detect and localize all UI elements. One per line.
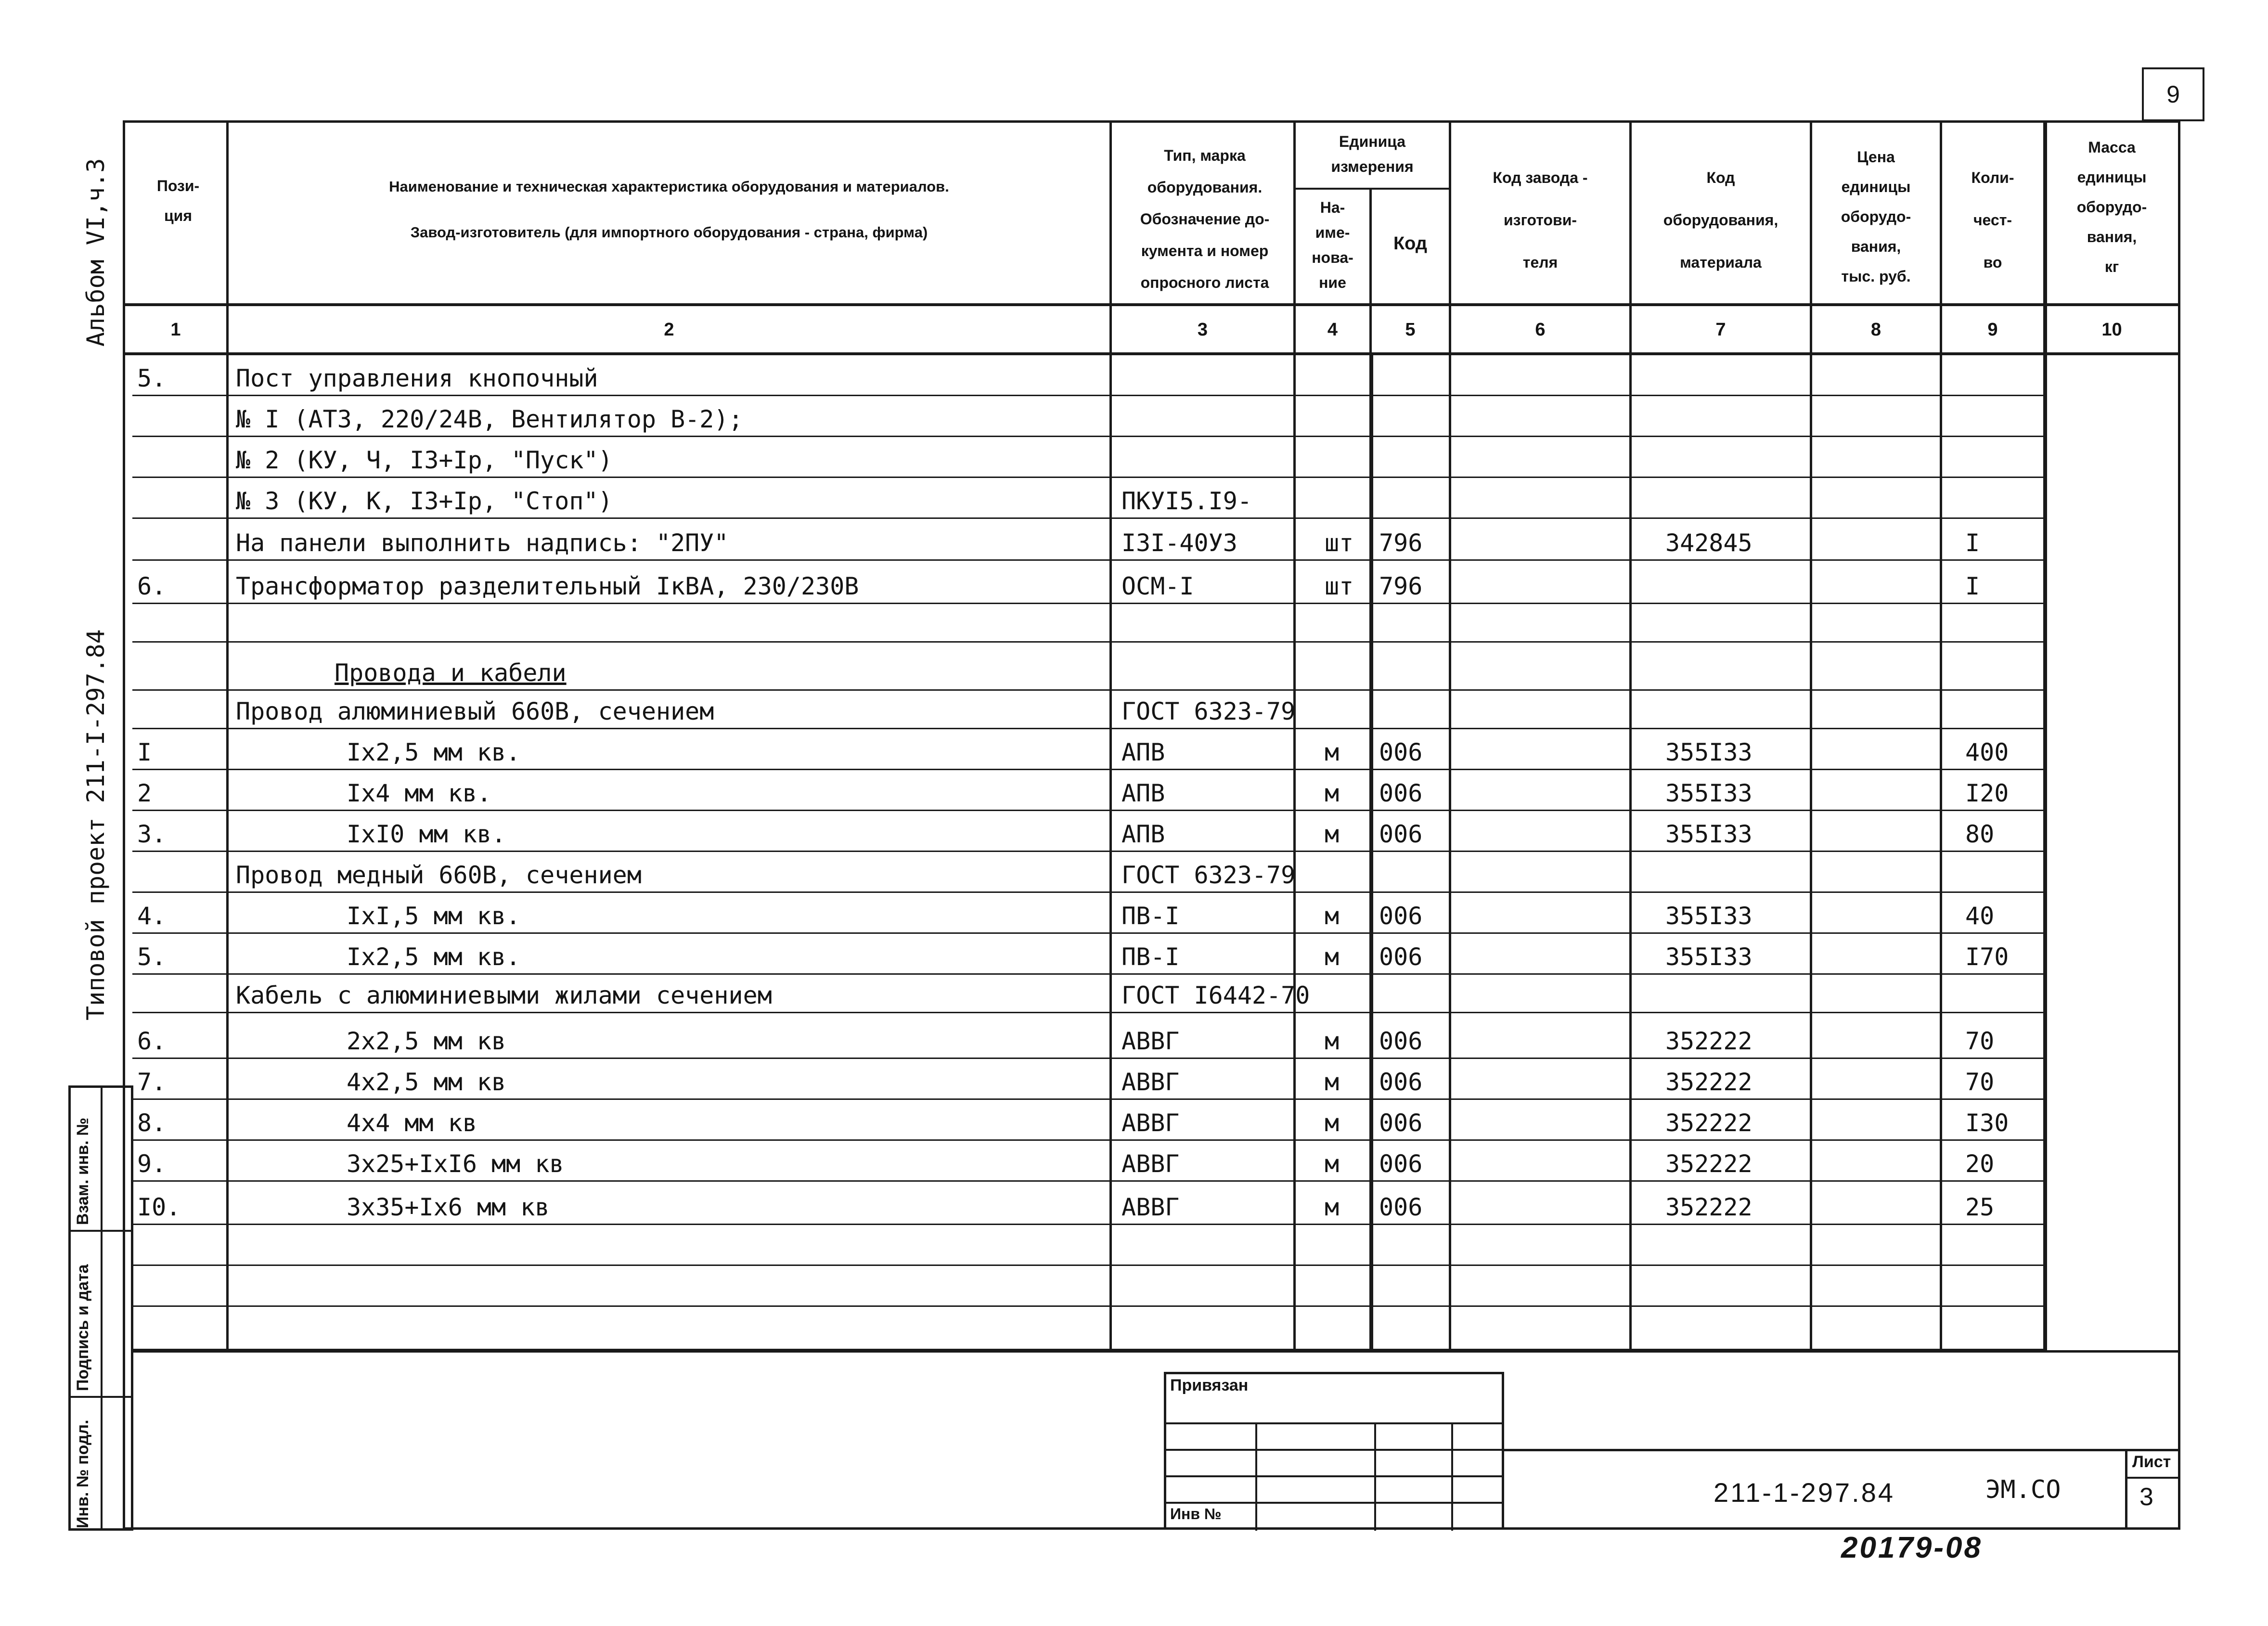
- table-row: [0, 1266, 2268, 1307]
- row-unit-code: 006: [1379, 1150, 1423, 1178]
- header-unit-code: Код: [1393, 233, 1428, 254]
- row-type: I3I-40У3: [1121, 529, 1237, 557]
- header-name: [231, 164, 1107, 255]
- table-row: [0, 604, 2268, 643]
- row-type: ПКУI5.I9-: [1121, 487, 1252, 515]
- row-type: АПВ: [1121, 779, 1165, 807]
- header-unit-l1: Единица: [1339, 133, 1406, 150]
- row-unit-code: 006: [1379, 779, 1423, 807]
- row-equip-code: 355I33: [1665, 943, 1753, 971]
- archive-number: 20179-08: [1841, 1531, 1983, 1564]
- row-type: АВВГ: [1121, 1193, 1180, 1221]
- table-row: [0, 1013, 2268, 1059]
- header-mass-l5: кг: [2104, 258, 2119, 275]
- table-row: [0, 561, 2268, 604]
- privyazan-box: [1164, 1372, 1504, 1530]
- project-label: Типовой проект 211-I-297.84: [82, 629, 110, 1020]
- header-unit-name: [1296, 195, 1369, 295]
- row-name: Кабель с алюминиевыми жилами сечением: [236, 981, 772, 1009]
- row-unit-code: 006: [1379, 738, 1423, 766]
- header-qty: [1942, 156, 2043, 284]
- header-mass: [2046, 132, 2178, 282]
- row-type: ПВ-I: [1121, 902, 1180, 930]
- row-unit: м: [1325, 738, 1340, 766]
- table-row: [0, 1307, 2268, 1350]
- row-quantity: 80: [1965, 820, 1995, 848]
- row-quantity: 25: [1965, 1193, 1995, 1221]
- row-position: I: [137, 738, 152, 766]
- row-name: 3х25+IхI6 мм кв: [347, 1150, 564, 1178]
- row-type: АВВГ: [1121, 1150, 1180, 1178]
- colnum-10: 10: [2101, 320, 2122, 340]
- table-row: [0, 355, 2268, 396]
- row-name: 4х2,5 мм кв: [347, 1068, 506, 1096]
- row-position: 5.: [137, 943, 167, 971]
- header-price-l4: вания,: [1851, 238, 1901, 255]
- row-quantity: I30: [1965, 1109, 2009, 1137]
- row-unit-code: 006: [1379, 1193, 1423, 1221]
- header-type-l1: Тип, марка: [1164, 147, 1246, 164]
- row-unit: м: [1325, 1109, 1340, 1137]
- row-type: АПВ: [1121, 820, 1165, 848]
- row-unit: м: [1325, 943, 1340, 971]
- row-name: № 2 (КУ, Ч, I3+Iр, "Пуск"): [236, 446, 613, 474]
- row-name: Iх4 мм кв.: [347, 779, 492, 807]
- row-position: 8.: [137, 1109, 167, 1137]
- colnum-2: 2: [664, 320, 674, 340]
- header-mass-l2: единицы: [2077, 168, 2147, 186]
- header-type-l5: опросного листа: [1140, 274, 1269, 291]
- table-row: [0, 729, 2268, 770]
- header-name-l2: Завод-изготовитель (для импортного оборудования - страна, фирма): [410, 224, 928, 241]
- header-equip-l3: материала: [1680, 254, 1762, 271]
- header-factory-code: [1451, 156, 1629, 284]
- row-name: № 3 (КУ, К, I3+Iр, "Стоп"): [236, 487, 613, 515]
- row-type: ГОСТ I6442-70: [1121, 981, 1310, 1009]
- header-type-l4: кумента и номер: [1141, 242, 1269, 259]
- row-unit: м: [1325, 1193, 1340, 1221]
- header-mass-l4: вания,: [2087, 228, 2137, 245]
- sheet-number-box: [2142, 67, 2204, 121]
- table-row: [0, 934, 2268, 975]
- header-qty-l3: во: [1983, 254, 2002, 271]
- header-unit-group: [1296, 129, 1449, 179]
- colnum-7: 7: [1715, 320, 1726, 340]
- album-label: Альбом VI,ч.3: [82, 158, 110, 347]
- header-price: [1812, 142, 1940, 291]
- header-unit-name-l2: име-: [1315, 224, 1350, 241]
- row-name: 3х35+Iх6 мм кв: [347, 1193, 550, 1221]
- row-position: 3.: [137, 820, 167, 848]
- table-row: [0, 852, 2268, 893]
- table-row: [0, 643, 2268, 691]
- row-quantity: I: [1965, 529, 1980, 557]
- row-name: Провод алюминиевый 660В, сечением: [236, 697, 714, 725]
- row-position: 2: [137, 779, 152, 807]
- table-row: [0, 770, 2268, 811]
- row-type: АВВГ: [1121, 1027, 1180, 1055]
- row-position: 5.: [137, 364, 167, 392]
- row-unit-code: 006: [1379, 943, 1423, 971]
- stamp-podpis: Подпись и дата: [74, 1264, 92, 1391]
- header-type-l2: оборудования.: [1147, 179, 1263, 196]
- row-equip-code: 342845: [1665, 529, 1753, 557]
- row-position: 7.: [137, 1068, 167, 1096]
- row-quantity: I20: [1965, 779, 2009, 807]
- row-quantity: 70: [1965, 1027, 1995, 1055]
- row-type: ОСМ-I: [1121, 572, 1194, 600]
- row-unit: м: [1325, 779, 1340, 807]
- row-name: 4х4 мм кв: [347, 1109, 477, 1137]
- table-row: [0, 478, 2268, 519]
- privyazan-label: Привязан: [1170, 1376, 1249, 1394]
- table-row: [0, 396, 2268, 437]
- row-name: Пост управления кнопочный: [236, 364, 598, 392]
- row-name: IхI0 мм кв.: [347, 820, 506, 848]
- table-row: [0, 1100, 2268, 1141]
- row-position: 6.: [137, 1027, 167, 1055]
- header-mass-l3: оборудо-: [2076, 198, 2147, 216]
- row-quantity: 70: [1965, 1068, 1995, 1096]
- row-position: 6.: [137, 572, 167, 600]
- row-type: ПВ-I: [1121, 943, 1180, 971]
- header-equip-l2: оборудования,: [1663, 211, 1778, 229]
- header-price-l3: оборудо-: [1841, 208, 1911, 225]
- row-type: АВВГ: [1121, 1068, 1180, 1096]
- stamp-inv: Инв. № подл.: [74, 1420, 92, 1528]
- header-equip-l1: Код: [1706, 169, 1735, 186]
- table-row: [0, 893, 2268, 934]
- row-unit: м: [1325, 1068, 1340, 1096]
- row-unit-code: 006: [1379, 820, 1423, 848]
- row-quantity: I: [1965, 572, 1980, 600]
- header-pos: [135, 171, 221, 231]
- row-equip-code: 352222: [1665, 1150, 1753, 1178]
- header-unit-name-l1: На-: [1320, 199, 1345, 216]
- row-equip-code: 352222: [1665, 1193, 1753, 1221]
- row-equip-code: 352222: [1665, 1109, 1753, 1137]
- row-position: 4.: [137, 902, 167, 930]
- header-unit-name-l3: нова-: [1312, 249, 1353, 266]
- header-name-l1: Наименование и техническая характеристика оборудования и материалов.: [389, 178, 949, 195]
- row-type: ГОСТ 6323-79: [1121, 697, 1296, 725]
- row-equip-code: 355I33: [1665, 820, 1753, 848]
- row-equip-code: 355I33: [1665, 738, 1753, 766]
- row-type: ГОСТ 6323-79: [1121, 861, 1296, 889]
- header-type: [1116, 140, 1294, 298]
- row-name: Провод медный 660В, сечением: [236, 861, 642, 889]
- list-label: Лист: [2132, 1453, 2171, 1471]
- row-unit-code: 006: [1379, 902, 1423, 930]
- table-row: [0, 691, 2268, 729]
- header-factory-l3: теля: [1522, 254, 1558, 271]
- row-unit-code: 796: [1379, 572, 1423, 600]
- row-name: 2х2,5 мм кв: [347, 1027, 506, 1055]
- table-row: [0, 811, 2268, 852]
- row-unit: м: [1325, 820, 1340, 848]
- row-unit: м: [1325, 902, 1340, 930]
- inv-no-label: Инв №: [1170, 1505, 1222, 1523]
- row-equip-code: 355I33: [1665, 902, 1753, 930]
- row-unit: шт: [1325, 572, 1354, 600]
- header-type-l3: Обозначение до-: [1140, 210, 1270, 228]
- row-type: АПВ: [1121, 738, 1165, 766]
- table-row: [0, 1141, 2268, 1182]
- header-price-l1: Цена: [1857, 148, 1895, 166]
- table-row: [0, 975, 2268, 1013]
- table-row: [0, 1225, 2268, 1266]
- row-equip-code: 352222: [1665, 1068, 1753, 1096]
- header-pos-l2: ция: [164, 207, 192, 224]
- colnum-4: 4: [1327, 320, 1338, 340]
- doc-mark: ЭМ.СО: [1985, 1475, 2061, 1504]
- row-position: I0.: [137, 1193, 181, 1221]
- row-name: Трансформатор разделительный IкВА, 230/230В: [236, 572, 859, 600]
- row-name: № I (АТЗ, 220/24В, Вентилятор В-2);: [236, 405, 743, 433]
- row-quantity: I70: [1965, 943, 2009, 971]
- row-equip-code: 355I33: [1665, 779, 1753, 807]
- row-type: АВВГ: [1121, 1109, 1180, 1137]
- colnum-6: 6: [1535, 320, 1546, 340]
- row-unit: шт: [1325, 529, 1354, 557]
- row-name: Iх2,5 мм кв.: [347, 943, 521, 971]
- header-unit-name-l4: ние: [1319, 274, 1346, 291]
- list-number: 3: [2139, 1483, 2153, 1511]
- row-position: 9.: [137, 1150, 167, 1178]
- doc-code: 211-1-297.84: [1714, 1477, 1895, 1508]
- table-row: [0, 519, 2268, 561]
- header-factory-l1: Код завода -: [1493, 169, 1588, 186]
- row-name: Iх2,5 мм кв.: [347, 738, 521, 766]
- header-factory-l2: изготови-: [1503, 211, 1577, 229]
- colnum-9: 9: [1987, 320, 1998, 340]
- table-row: [0, 1059, 2268, 1100]
- header-pos-l1: Пози-: [156, 177, 200, 194]
- table-row: [0, 437, 2268, 478]
- row-equip-code: 352222: [1665, 1027, 1753, 1055]
- table-row: [0, 1182, 2268, 1225]
- colnum-1: 1: [170, 320, 181, 340]
- row-unit-code: 796: [1379, 529, 1423, 557]
- row-quantity: 20: [1965, 1150, 1995, 1178]
- colnum-8: 8: [1870, 320, 1881, 340]
- header-equip-code: [1632, 156, 1810, 284]
- header-price-l5: тыс. руб.: [1841, 268, 1911, 285]
- row-name: На панели выполнить надпись: "2ПУ": [236, 529, 729, 557]
- header-mass-l1: Масса: [2088, 139, 2136, 156]
- row-quantity: 40: [1965, 902, 1995, 930]
- colnum-3: 3: [1197, 320, 1208, 340]
- header-price-l2: единицы: [1841, 178, 1911, 195]
- row-unit-code: 006: [1379, 1027, 1423, 1055]
- row-unit-code: 006: [1379, 1109, 1423, 1137]
- colnum-5: 5: [1405, 320, 1416, 340]
- stamp-vzam: Взам. инв. №: [74, 1117, 92, 1225]
- row-name: Провода и кабели: [335, 659, 567, 687]
- row-name: IхI,5 мм кв.: [347, 902, 521, 930]
- header-unit-l2: измерения: [1331, 158, 1414, 175]
- row-unit: м: [1325, 1150, 1340, 1178]
- row-quantity: 400: [1965, 738, 2009, 766]
- header-qty-l1: Коли-: [1971, 169, 2014, 186]
- row-unit: м: [1325, 1027, 1340, 1055]
- header-qty-l2: чест-: [1973, 211, 2012, 229]
- sheet-number: 9: [2166, 81, 2180, 108]
- row-unit-code: 006: [1379, 1068, 1423, 1096]
